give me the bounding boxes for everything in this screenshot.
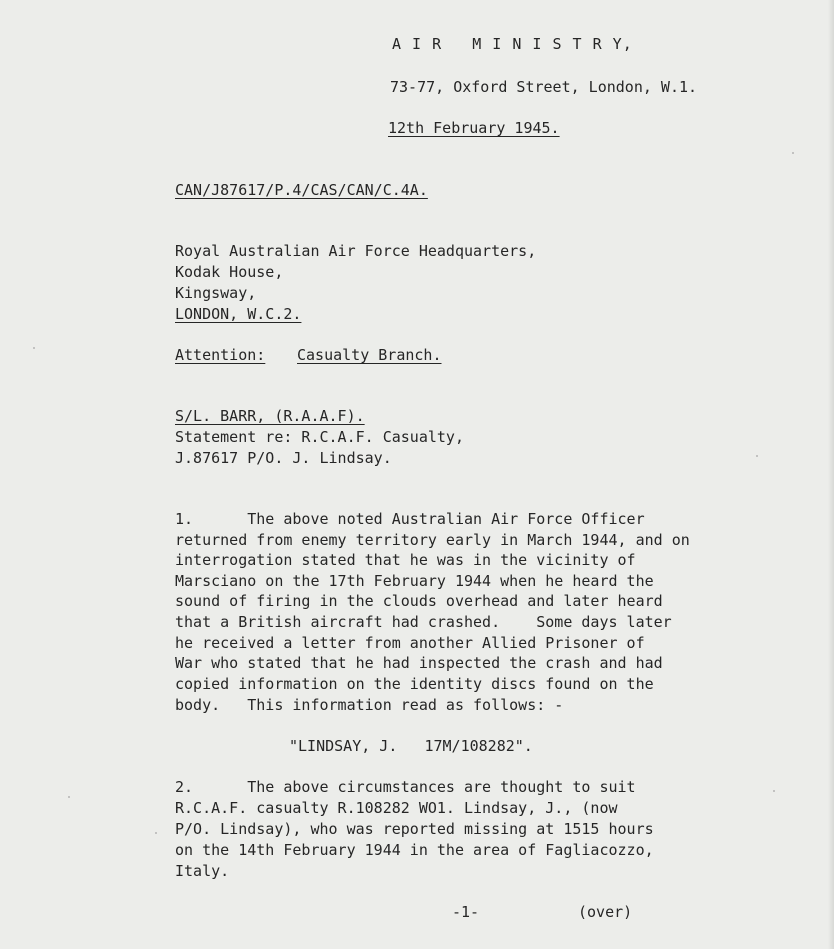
paragraph-2-line: P/O. Lindsay), who was reported missing at 1515 hours <box>175 820 654 838</box>
paragraph-1-line: he received a letter from another Allied Prisoner of <box>175 634 645 652</box>
paragraph-2-line: 2. The above circumstances are thought to suit <box>175 778 636 796</box>
recipient-line-1: Royal Australian Air Force Headquarters, <box>175 242 537 260</box>
scan-speck <box>33 347 35 349</box>
paragraph-1-line: copied information on the identity discs found on the <box>175 675 654 693</box>
paragraph-1-line: 1. The above noted Australian Air Force Officer <box>175 510 645 528</box>
attention-value: Casualty Branch. <box>297 346 442 364</box>
scan-speck <box>773 790 775 792</box>
paragraph-1-line: War who stated that he had inspected the crash and had <box>175 654 663 672</box>
paragraph-2-line: on the 14th February 1944 in the area of Fagliacozzo, <box>175 841 654 859</box>
scan-speck <box>155 832 157 834</box>
over-note: (over) <box>578 903 633 921</box>
paragraph-2-line: Italy. <box>175 862 230 880</box>
paragraph-1-line: sound of firing in the clouds overhead and later heard <box>175 592 663 610</box>
scan-speck <box>68 796 70 798</box>
paragraph-1-line: Marsciano on the 17th February 1944 when he heard the <box>175 572 654 590</box>
letter-date: 12th February 1945. <box>388 119 560 137</box>
attention-label: Attention: <box>175 346 266 364</box>
subject-line-2: Statement re: R.C.A.F. Casualty, <box>175 428 464 446</box>
ministry-heading: A I R M I N I S T R Y, <box>392 35 633 53</box>
page-edge-shadow <box>828 0 834 949</box>
paragraph-1-line: that a British aircraft had crashed. Some days later <box>175 613 672 631</box>
reference-number: CAN/J87617/P.4/CAS/CAN/C.4A. <box>175 181 428 199</box>
address-line: 73-77, Oxford Street, London, W.1. <box>390 78 698 96</box>
paragraph-1-line: body. This information read as follows: - <box>175 696 564 714</box>
scan-speck <box>756 455 758 457</box>
page-number: -1- <box>452 903 480 921</box>
paragraph-1-line: interrogation stated that he was in the vicinity of <box>175 551 636 569</box>
scan-speck <box>792 152 794 154</box>
subject-line-1: S/L. BARR, (R.A.A.F). <box>175 407 365 425</box>
recipient-line-2: Kodak House, <box>175 263 284 281</box>
identity-disc-quote: "LINDSAY, J. 17M/108282". <box>289 737 533 755</box>
subject-line-3: J.87617 P/O. J. Lindsay. <box>175 449 392 467</box>
recipient-line-3: Kingsway, <box>175 284 257 302</box>
paragraph-2-line: R.C.A.F. casualty R.108282 WO1. Lindsay, J., (now <box>175 799 618 817</box>
paragraph-1-line: returned from enemy territory early in March 1944, and on <box>175 531 690 549</box>
recipient-line-4: LONDON, W.C.2. <box>175 305 302 323</box>
